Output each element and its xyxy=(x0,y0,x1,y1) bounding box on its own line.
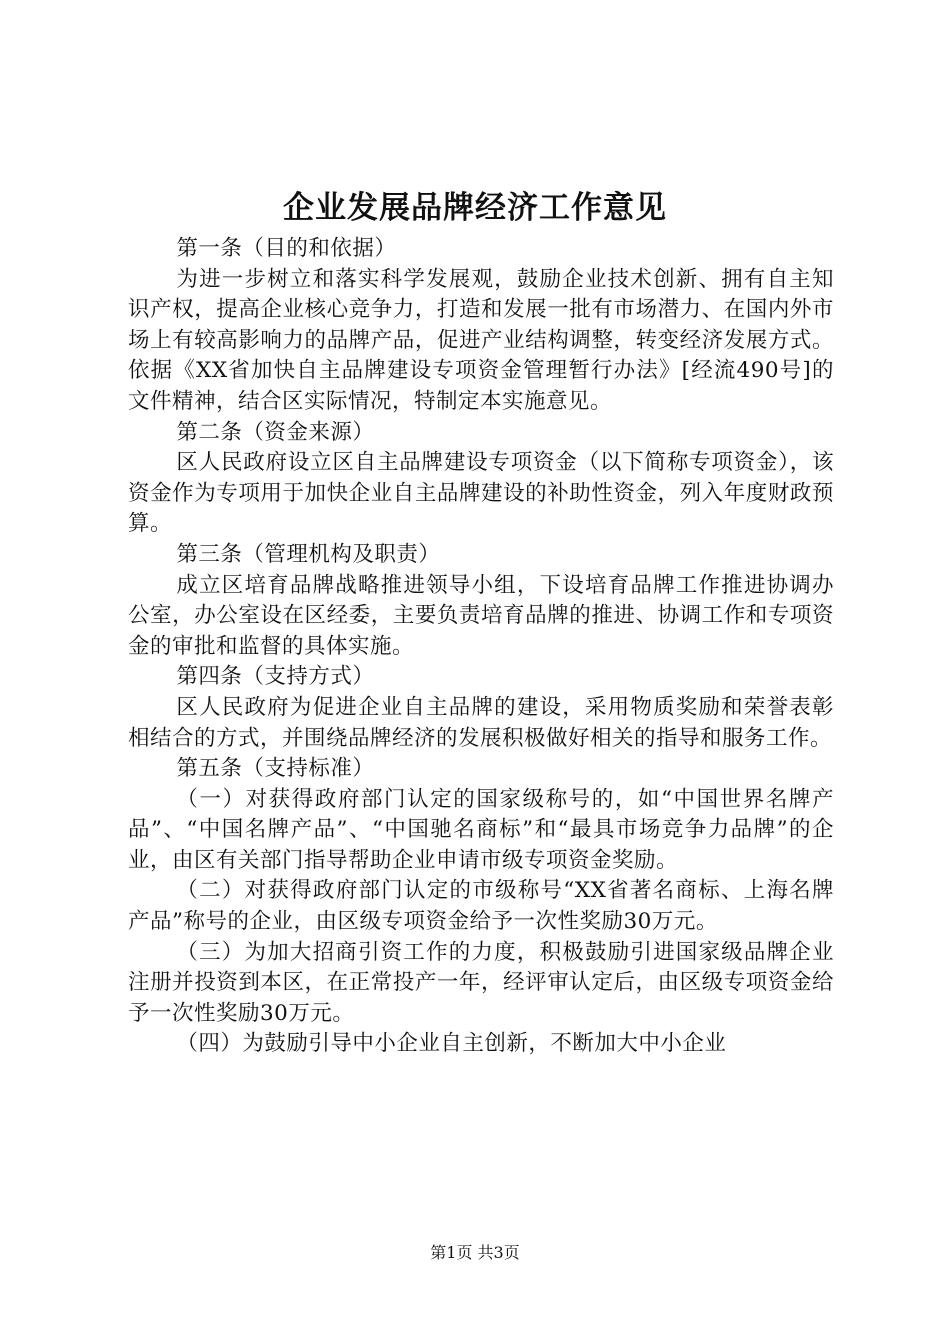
paragraph: （四）为鼓励引导中小企业自主创新，不断加大中小企业 xyxy=(176,1031,727,1057)
paragraph: （二）对获得政府部门认定的市级称号“XX省著名商标、上海名牌产品”称号的企业，由区级专项资金给予一次性奖励30万元。 xyxy=(128,878,834,935)
paragraph: （三）为加大招商引资工作的力度，积极鼓励引进国家级品牌企业注册并投资到本区，在正常投产一年，经评审认定后，由区级专项资金给予一次性奖励30万元。 xyxy=(128,939,834,1026)
paragraph: （一）对获得政府部门认定的国家级称号的，如“中国世界名牌产品”、“中国名牌产品”、“中国驰名商标”和“最具市场竞争力品牌”的企业，由区有关部门指导帮助企业申请市级专项资金奖励。 xyxy=(128,786,834,873)
document-title: 企业发展品牌经济工作意见 xyxy=(283,190,667,226)
paragraph: 为进一步树立和落实科学发展观，鼓励企业技术创新、拥有自主知识产权，提高企业核心竞争力，打造和发展一批有市场潜力、在国内外市场上有较高影响力的品牌产品，促进产业结构调整，转变经济发展方式。依据《XX省加快自主品牌建设专项资金管理暂行办法》[经流490号]的文件精神，结合区实际情况，特制定本实施意见。 xyxy=(128,266,834,414)
paragraph: 第五条（支持标准） xyxy=(176,756,375,782)
document-body xyxy=(128,234,834,1060)
paragraph: 第一条（目的和依据） xyxy=(176,236,397,261)
paragraph: 区人民政府设立区自主品牌建设专项资金（以下简称专项资金），该资金作为专项用于加快企业自主品牌建设的补助性资金，列入年度财政预算。 xyxy=(128,450,834,537)
paragraph: 第三条（管理机构及职责） xyxy=(176,541,441,567)
paragraph: 第二条（资金来源） xyxy=(176,419,375,445)
paragraph: 第四条（支持方式） xyxy=(176,664,375,690)
page-footer: 第1页 共3页 xyxy=(430,1243,520,1262)
paragraph: 区人民政府为促进企业自主品牌的建设，采用物质奖励和荣誉表彰相结合的方式，并围绕品牌经济的发展积极做好相关的指导和服务工作。 xyxy=(128,694,834,751)
paragraph: 成立区培育品牌战略推进领导小组，下设培育品牌工作推进协调办公室，办公室设在区经委，主要负责培育品牌的推进、协调工作和专项资金的审批和监督的具体实施。 xyxy=(128,572,834,659)
